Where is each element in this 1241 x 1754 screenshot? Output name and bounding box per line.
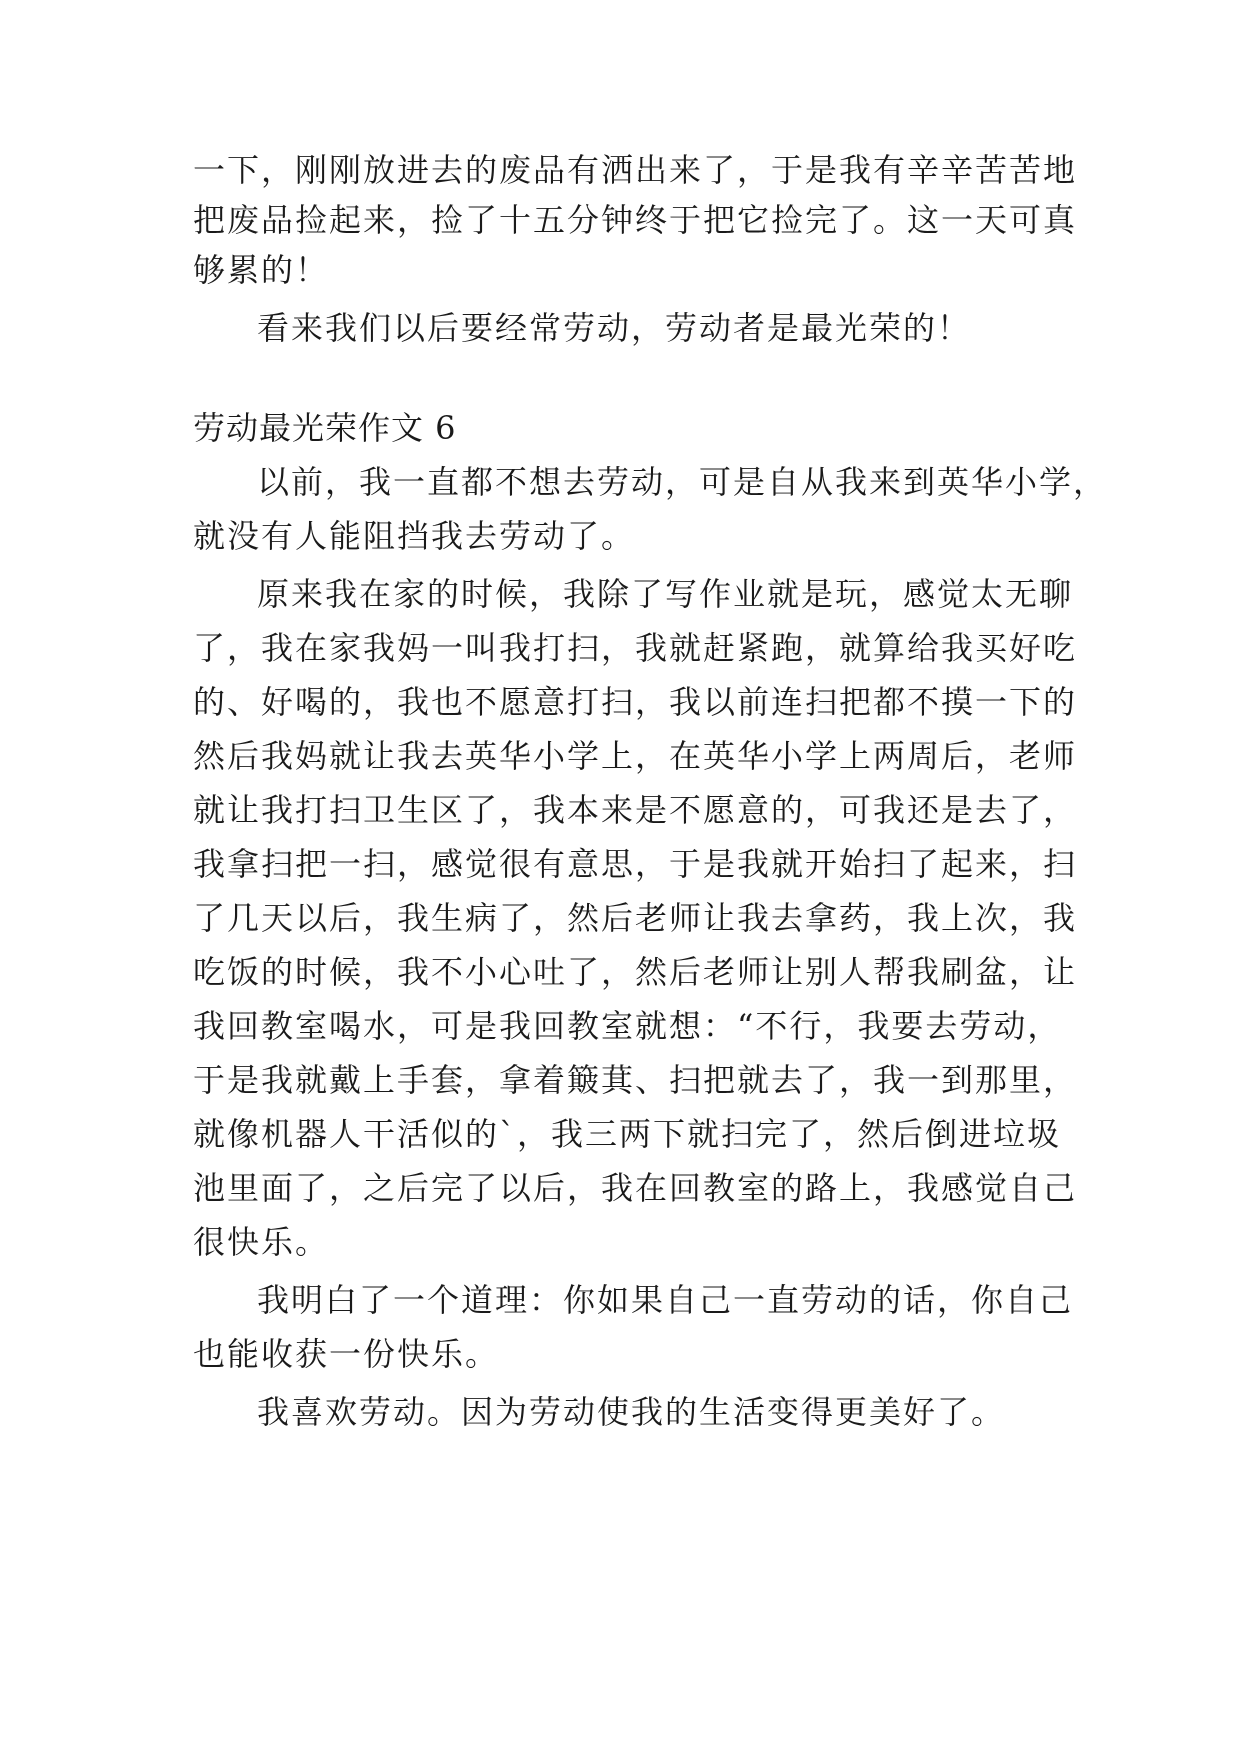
text-line: 我拿扫把一扫，感觉很有意思，于是我就开始扫了起来，扫	[193, 845, 1078, 883]
text-line: 了几天以后，我生病了，然后老师让我去拿药，我上次，我	[193, 899, 1078, 937]
text-line: 我喜欢劳动。因为劳动使我的生活变得更美好了。	[257, 1393, 1006, 1431]
text-line: 我明白了一个道理：你如果自己一直劳动的话，你自己	[257, 1281, 1074, 1319]
text-line: 很快乐。	[193, 1223, 330, 1261]
text-line: 就像机器人干活似的`，我三两下就扫完了，然后倒进垃圾	[193, 1115, 1062, 1153]
text-line: 也能收获一份快乐。	[193, 1335, 500, 1373]
text-line: 了，我在家我妈一叫我打扫，我就赶紧跑，就算给我买好吃	[193, 629, 1078, 667]
text-line: 的、好喝的，我也不愿意打扫，我以前连扫把都不摸一下的	[193, 683, 1078, 721]
text-line: 以前，我一直都不想去劳动，可是自从我来到英华小学，	[257, 463, 1108, 501]
text-line: 我回教室喝水，可是我回教室就想：“不行，我要去劳动，	[193, 1007, 1062, 1045]
text-line: 够累的！	[193, 251, 330, 289]
text-line: 然后我妈就让我去英华小学上，在英华小学上两周后，老师	[193, 737, 1078, 775]
closing-line: 看来我们以后要经常劳动，劳动者是最光荣的！	[257, 309, 972, 347]
text-line: 一下，刚刚放进去的废品有洒出来了，于是我有辛辛苦苦地	[193, 151, 1078, 189]
text-line: 于是我就戴上手套，拿着簸萁、扫把就去了，我一到那里，	[193, 1061, 1078, 1099]
section-title: 劳动最光荣作文 6	[193, 409, 457, 447]
text-line: 把废品捡起来，捡了十五分钟终于把它捡完了。这一天可真	[193, 201, 1078, 239]
text-line: 原来我在家的时候，我除了写作业就是玩，感觉太无聊	[257, 575, 1074, 613]
text-line: 池里面了，之后完了以后，我在回教室的路上，我感觉自己	[193, 1169, 1078, 1207]
text-line: 就让我打扫卫生区了，我本来是不愿意的，可我还是去了，	[193, 791, 1078, 829]
text-line: 就没有人能阻挡我去劳动了。	[193, 517, 636, 555]
text-line: 吃饭的时候，我不小心吐了，然后老师让别人帮我刷盆，让	[193, 953, 1078, 991]
